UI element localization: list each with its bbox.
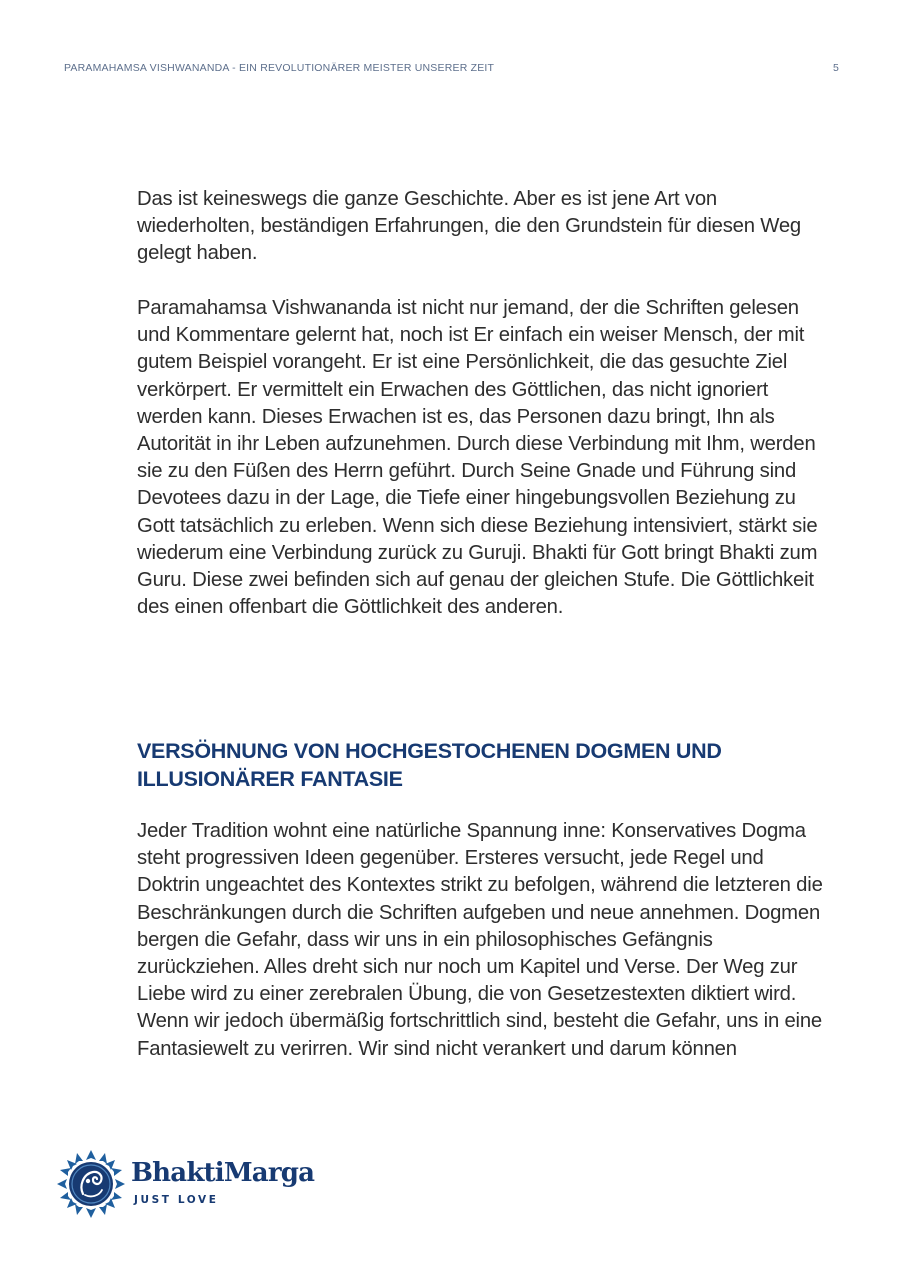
paragraph-1: Das ist keineswegs die ganze Geschichte. Aber es ist jene Art von wiederholten, beständigen Erfahrungen, die den Grundstein für diesen Weg gelegt haben. (137, 188, 801, 265)
brand-name: BhaktiMarga (131, 1158, 315, 1188)
footer-logo (55, 1148, 325, 1224)
page-number: 5 (832, 62, 839, 74)
section-heading: VERSÖHNUNG VON HOCHGESTOCHENEN DOGMEN UND ILLUSIONÄRER FANTASIE (137, 739, 722, 791)
paragraph-2: Paramahamsa Vishwananda ist nicht nur jemand, der die Schriften gelesen und Kommentare gelernt hat, noch ist Er einfach ein weiser Mensch, der mit gutem Beispiel vorangeht. Er ist eine Persönlichkeit, die das gesuchte Ziel verkörpert. Er vermittelt ein Erwachen des Göttlichen, das nicht ignoriert werden kann. Dieses Erwachen ist es, das Personen dazu bringt, Ihn als Autorität in ihr Leben aufzunehmen. Durch diese Verbindung mit Ihm, werden sie zu den Füßen des Herrn geführt. Durch Seine Gnade und Führung sind Devotees dazu in der Lage, die Tiefe einer hingebungsvollen Beziehung zu Gott tatsächlich zu erleben. Wenn sich diese Beziehung intensiviert, stärkt sie wiederum eine Verbindung zurück zu Guruji. Bhakti für Gott bringt Bhakti zum Guru. Diese zwei befinden sich auf genau der gleichen Stufe. Die Göttlichkeit des einen offenbart die Göttlichkeit des anderen. (137, 297, 818, 619)
bhakti-marga-emblem-icon (55, 1148, 127, 1220)
running-header-title: PARAMAHAMSA VISHWANANDA - EIN REVOLUTIONÄRER MEISTER UNSERER ZEIT (64, 62, 495, 74)
brand-tagline: JUST LOVE (134, 1194, 219, 1206)
paragraph-3: Jeder Tradition wohnt eine natürliche Spannung inne: Konservatives Dogma steht progressiven Ideen gegenüber. Ersteres versucht, jede Regel und Doktrin ungeachtet des Kontextes strikt zu befolgen, während die letzteren die Beschränkungen durch die Schriften aufgeben und neue annehmen. Dogmen bergen die Gefahr, dass wir uns in ein philosophisches Gefängnis zurückziehen. Alles dreht sich nur noch um Kapitel und Verse. Der Weg zur Liebe wird zu einer zerebralen Übung, die von Gesetzestexten diktiert wird. Wenn wir jedoch übermäßig fortschrittlich sind, besteht die Gefahr, uns in eine Fantasiewelt zu verirren. Wir sind nicht verankert und darum können (137, 820, 823, 1060)
